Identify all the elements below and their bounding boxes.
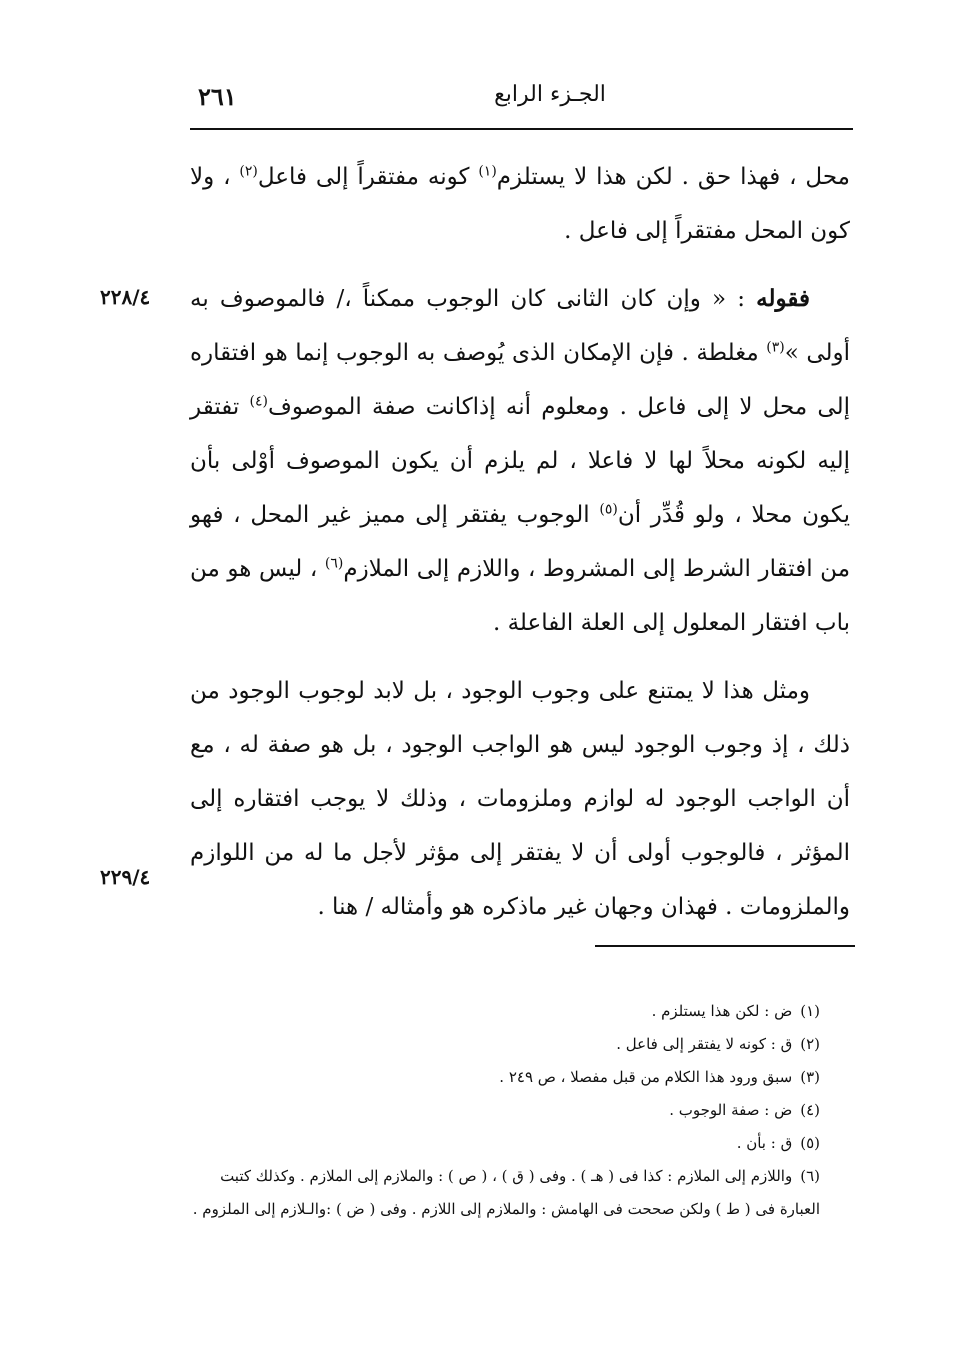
text-run: مغلطة . فإن الإمكان الذى يُوصف به الوجوب إنما هو افتقاره إلى محل لا إلى فاعل . ومعلوم أنه إذاكانت صفة الموصوف (190, 340, 850, 420)
text-run: تفتقر إليه لكونه محلاً لها لا فاعلا ، لم يلزم أن يكون الموصوف أوْلى بأن يكون محلا ، ولو قُدِّر أن (190, 394, 850, 528)
footnote-number: (٢) (800, 1035, 820, 1053)
text-run: : « وإن كان الثانى كان الوجوب ممكناً ،/ فالموصوف به أولى » (190, 286, 851, 366)
footnote-text: ق : كونه لا يفتقر إلى فاعل . (616, 1035, 793, 1053)
footnote-number: (٣) (800, 1068, 820, 1086)
footnote-3 (190, 1061, 820, 1094)
footnote-ref-4: (٤) (249, 393, 268, 410)
paragraph-1 (190, 150, 850, 258)
footnote-5 (190, 1127, 820, 1160)
footnote-ref-2: (٢) (239, 163, 258, 180)
footnote-number: (٤) (800, 1101, 820, 1119)
footnote-text: واللازم إلى الملازم : كذا فى ( هـ ) . وفى ( ق ) ، ( ص ) : والملازم إلى الملازم . وكذلك كتبت العبارة فى ( ط ) ولكن صححت فى الهامش : والملازم إلى اللازم . وفى ( ض ) :والـلازم إلى الملزوم . (192, 1167, 820, 1218)
running-title: الجـزء الرابع (494, 82, 606, 107)
footnote-number: (٥) (800, 1134, 820, 1152)
page-header (190, 78, 850, 118)
margin-reference-1: ٢٢٨/٤ (100, 285, 151, 309)
footnote-ref-5: (٥) (599, 501, 618, 518)
footnote-text: ض : صفة الوجوب . (669, 1101, 793, 1119)
page-number: ٢٦١ (198, 82, 237, 111)
text-run: كونه مفتقراً إلى فاعل (257, 164, 479, 190)
footnote-number: (٦) (800, 1167, 820, 1185)
footnote-text: ق : بأن . (736, 1134, 793, 1152)
text-run: محل ، فهذا حق . لكن هذا لا يستلزم (496, 164, 850, 190)
text-run: الوجوب يفتقر إلى مميز غير المحل ، فهو من افتقار الشرط إلى المشروط ، واللازم إلى الملازم (190, 502, 851, 582)
paragraph-3: ومثل هذا لا يمتنع على وجوب الوجود ، بل لابد لوجوب الوجود من ذلك ، إذ وجوب الوجود ليس هو الواجب الوجود ، بل هو صفة له ، مع أن الواجب الوجود له لوازم وملزومات ، وذلك لا يوجب افتقاره إلى المؤثر ، فالوجوب أولى أن لا يفتقر إلى مؤثر لأجل ما له من اللوازم والملزومات . فهذان وجهان غير ماذكره هو وأمثاله / هنا . (190, 678, 850, 920)
footnote-number: (١) (800, 1002, 820, 1020)
margin-reference-2: ٢٢٩/٤ (100, 865, 151, 889)
text-run: ، ولا كون المحل مفتقراً إلى فاعل . (190, 164, 850, 244)
footnote-text: سبق ورود هذا الكلام من قبل مفصلا ، ص ٢٤٩ . (499, 1068, 793, 1086)
footnote-4 (190, 1094, 820, 1127)
paragraph-2 (190, 272, 850, 650)
text-run: ، ليس هو من باب افتقار المعلول إلى العلة الفاعلة . (190, 556, 850, 636)
footnote-2 (190, 1028, 820, 1061)
footnote-6 (190, 1160, 820, 1226)
footnote-rule (595, 945, 855, 947)
lead-word: فقوله (756, 285, 810, 312)
footnote-ref-1: (١) (478, 163, 497, 180)
main-text (190, 150, 850, 934)
footnote-ref-6: (٦) (324, 555, 344, 572)
header-rule (190, 128, 853, 130)
footnote-text: ض : لكن هذا يستلزم . (651, 1002, 793, 1020)
footnotes (190, 995, 820, 1226)
footnote-ref-3: (٣) (766, 339, 785, 356)
footnote-1 (190, 995, 820, 1028)
